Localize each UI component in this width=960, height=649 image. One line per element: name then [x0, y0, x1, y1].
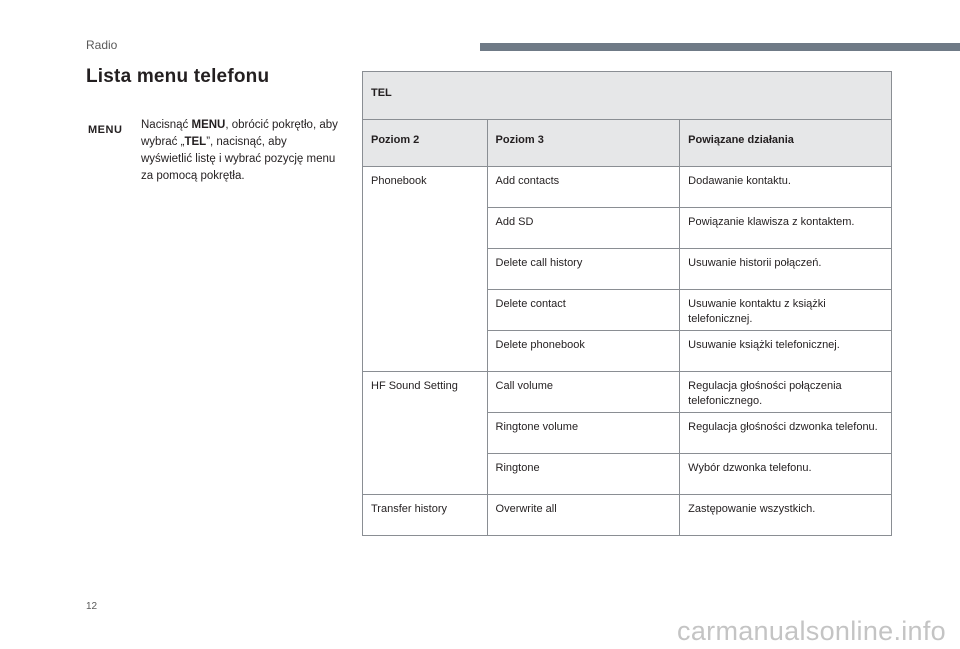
- level2-cell-continued: [363, 208, 488, 249]
- level2-cell-continued: [363, 454, 488, 495]
- level3-cell: Add contacts: [487, 167, 680, 208]
- table-row: [363, 331, 892, 372]
- page-title: Lista menu telefonu: [86, 66, 270, 87]
- intro-text-middle: , obrócić pokrętło, aby wybrać „: [141, 119, 338, 148]
- table-title-row: [363, 72, 892, 120]
- level2-cell: Transfer history: [363, 495, 488, 536]
- section-label: Radio: [86, 38, 118, 52]
- watermark: carmanualsonline.info: [677, 616, 946, 646]
- action-cell: Usuwanie książki telefonicznej.: [680, 331, 892, 372]
- header-bar: [480, 43, 960, 51]
- tel-menu-table: [362, 71, 892, 536]
- level3-cell: Delete contact: [487, 290, 680, 331]
- table-header-row: [363, 120, 892, 167]
- table-title: TEL: [363, 72, 892, 120]
- intro-text-after: ”, nacisnąć, aby wyświetlić listę i wybrać pozycję menu za pomocą pokrętła.: [141, 136, 336, 182]
- level2-cell-continued: [363, 249, 488, 290]
- level3-cell: Ringtone volume: [487, 413, 680, 454]
- level3-cell: Add SD: [487, 208, 680, 249]
- table-row: [363, 167, 892, 208]
- level3-cell: Overwrite all: [487, 495, 680, 536]
- action-cell: Regulacja głośności dzwonka telefonu.: [680, 413, 892, 454]
- level2-cell-continued: [363, 413, 488, 454]
- table-row: [363, 208, 892, 249]
- header-level3: Poziom 3: [487, 120, 680, 167]
- table-row: [363, 495, 892, 536]
- table-row: [363, 372, 892, 413]
- action-cell: Regulacja głośności połączenia telefonicznego.: [680, 372, 892, 413]
- menu-button-icon: MENU: [88, 124, 123, 136]
- table-row: [363, 249, 892, 290]
- intro-text: [141, 117, 341, 185]
- table-row: [363, 290, 892, 331]
- header-actions: Powiązane działania: [680, 120, 892, 167]
- action-cell: Dodawanie kontaktu.: [680, 167, 892, 208]
- intro-tel-bold: TEL: [184, 136, 207, 148]
- intro-menu-bold: MENU: [191, 119, 226, 131]
- action-cell: Wybór dzwonka telefonu.: [680, 454, 892, 495]
- table-row: [363, 413, 892, 454]
- page-number: 12: [86, 601, 98, 612]
- level2-cell: Phonebook: [363, 167, 488, 208]
- level3-cell: Ringtone: [487, 454, 680, 495]
- level2-cell-continued: [363, 290, 488, 331]
- action-cell: Zastępowanie wszystkich.: [680, 495, 892, 536]
- action-cell: Usuwanie kontaktu z książki telefonicznej.: [680, 290, 892, 331]
- action-cell: Powiązanie klawisza z kontaktem.: [680, 208, 892, 249]
- level3-cell: Call volume: [487, 372, 680, 413]
- table-row: [363, 454, 892, 495]
- level3-cell: Delete phonebook: [487, 331, 680, 372]
- action-cell: Usuwanie historii połączeń.: [680, 249, 892, 290]
- level2-cell-continued: [363, 331, 488, 372]
- header-level2: Poziom 2: [363, 120, 488, 167]
- level2-cell: HF Sound Setting: [363, 372, 488, 413]
- level3-cell: Delete call history: [487, 249, 680, 290]
- intro-text-before: Nacisnąć: [141, 119, 192, 131]
